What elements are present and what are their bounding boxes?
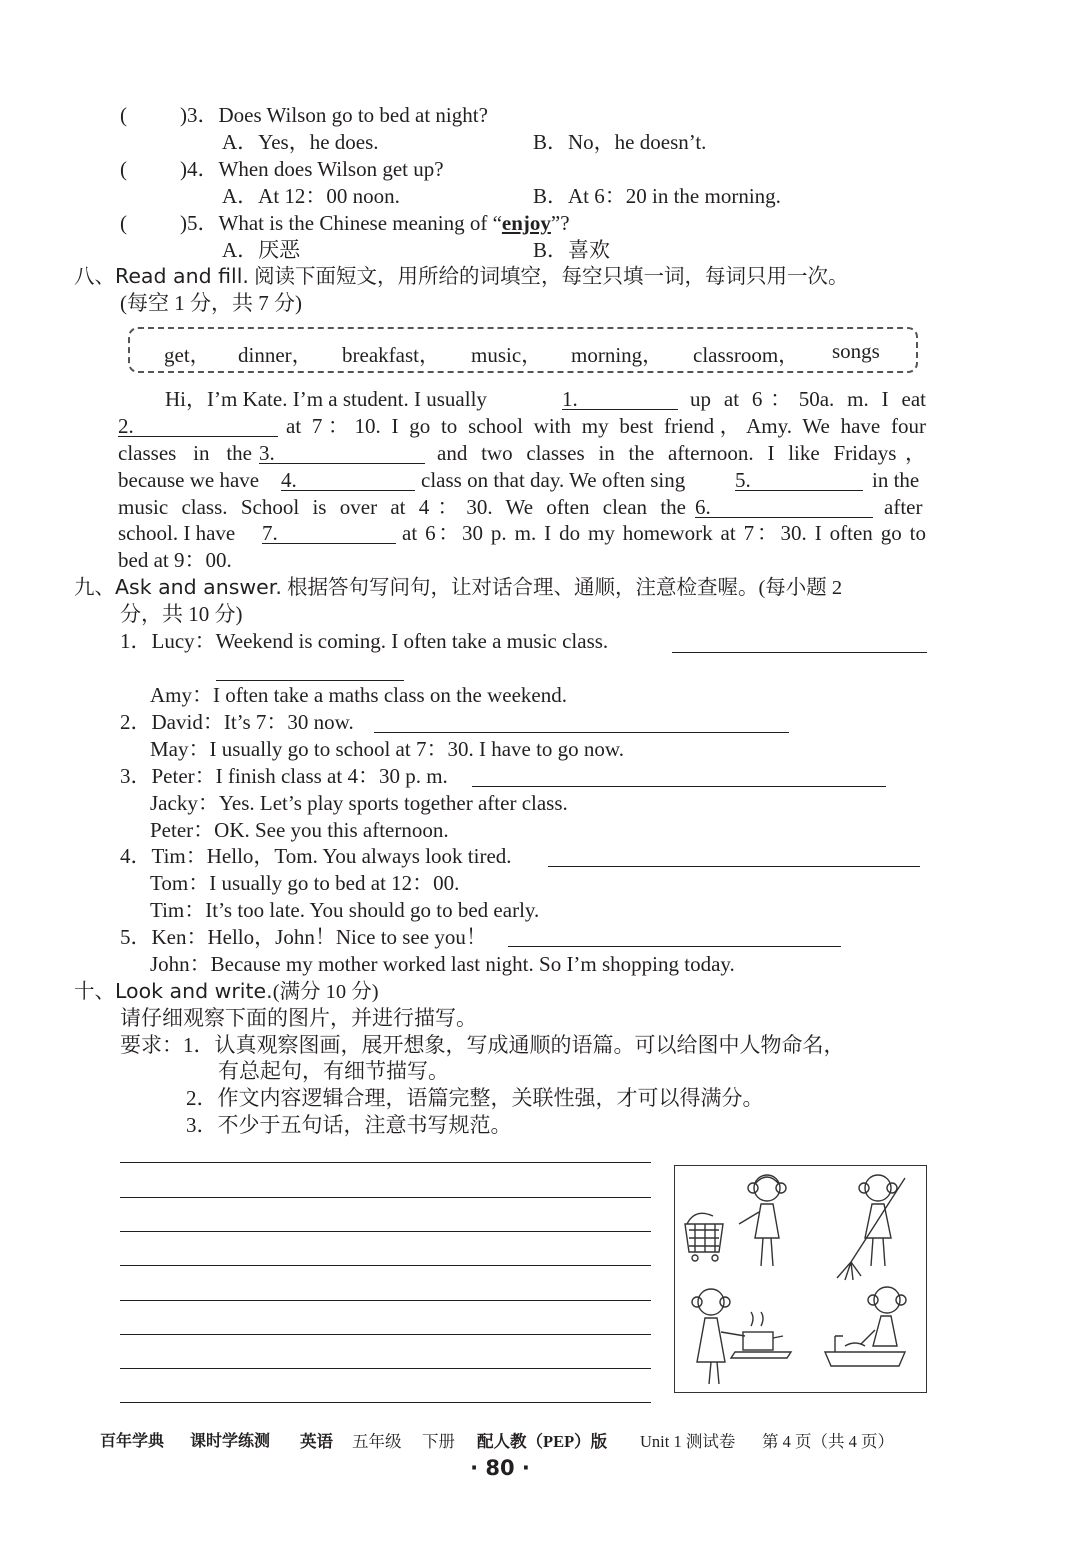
q4-option-a: A．At 12：00 noon. xyxy=(222,184,400,208)
dialog-4-tom: Tom：I usually go to bed at 12：00. xyxy=(150,871,460,895)
q5-option-b: B．喜欢 xyxy=(533,238,611,262)
passage-line6b: at 6：30 p. m. I do my homework at 7：30. I often go to xyxy=(402,521,926,545)
q3-option-b: B．No，he doesn’t. xyxy=(533,130,707,154)
q3-paren: ( xyxy=(120,103,127,127)
passage-line7: bed at 9：00. xyxy=(118,548,232,572)
passage-line6a: school. I have xyxy=(118,521,236,545)
writing-line[interactable] xyxy=(120,1162,651,1163)
section8-score: (每空 1 分，共 7 分) xyxy=(120,291,302,315)
word-bank xyxy=(128,327,918,373)
requirement-1: 要求：1．认真观察图画，展开想象，写成通顺的语篇。可以给图中人物命名， xyxy=(120,1033,845,1057)
q3-option-a: A．Yes，he does. xyxy=(222,130,379,154)
passage-line4c: in the xyxy=(872,468,920,492)
girl-sweeping-icon xyxy=(837,1175,905,1280)
blank-5-label: 5. xyxy=(735,468,751,492)
dialog-4-tim-reply: Tim：It’s too late. You should go to bed early. xyxy=(150,898,540,922)
q4-question: )4．When does Wilson get up? xyxy=(180,157,444,181)
requirement-3: 3．不少于五句话，注意书写规范。 xyxy=(186,1113,512,1137)
passage-line3a: classes in the xyxy=(118,441,252,465)
q4-paren: ( xyxy=(120,157,127,181)
illustration-box xyxy=(674,1165,927,1393)
writing-line[interactable] xyxy=(120,1231,651,1232)
q5-keyword: enjoy xyxy=(501,211,551,235)
writing-line[interactable] xyxy=(120,1265,651,1266)
word-bank-item: morning， xyxy=(571,343,664,367)
blank-2-label: 2. xyxy=(118,414,134,438)
section9-score: 分，共 10 分) xyxy=(120,602,243,626)
section10-heading: 十、Look and write.(满分 10 分) xyxy=(74,979,379,1003)
writing-line[interactable] xyxy=(120,1197,651,1198)
page-number: · 80 · xyxy=(470,1456,530,1480)
blank-5[interactable] xyxy=(735,490,863,491)
footer-subject: 英语 xyxy=(300,1432,333,1451)
word-bank-item: classroom， xyxy=(693,343,800,367)
blank-1[interactable] xyxy=(562,409,678,410)
answer-line-2[interactable] xyxy=(374,732,789,733)
word-bank-item: music， xyxy=(471,343,543,367)
dialog-3-peter: 3．Peter：I finish class at 4：30 p. m. xyxy=(120,764,448,788)
section10-instruction: 请仔细观察下面的图片，并进行描写。 xyxy=(120,1006,477,1030)
footer-brand: 百年学典 xyxy=(100,1431,165,1450)
q5-paren: ( xyxy=(120,211,127,235)
girl-activities-illustration xyxy=(675,1166,926,1392)
dialog-5-ken: 5．Ken：Hello，John！Nice to see you！ xyxy=(120,925,487,949)
dialog-1-amy: Amy：I often take a maths class on the weekend. xyxy=(150,683,567,707)
writing-line[interactable] xyxy=(120,1402,651,1403)
blank-2[interactable] xyxy=(118,436,278,437)
footer-page-info: 第 4 页（共 4 页） xyxy=(762,1432,894,1451)
passage-line5a: music class. School is over at 4：30. We often clean the xyxy=(118,495,686,519)
passage-line1b: up at 6：50a. m. I eat xyxy=(690,387,926,411)
dialog-5-john: John：Because my mother worked last night. So I’m shopping today. xyxy=(150,952,735,976)
q5-option-a: A．厌恶 xyxy=(222,238,301,262)
answer-line-4[interactable] xyxy=(548,866,920,867)
girl-cooking-icon xyxy=(692,1289,791,1384)
q4-option-b: B．At 6：20 in the morning. xyxy=(533,184,781,208)
dialog-4-tim: 4．Tim：Hello，Tom. You always look tired. xyxy=(120,844,512,868)
word-bank-item: songs xyxy=(832,339,880,363)
word-bank-item: breakfast， xyxy=(342,343,440,367)
blank-4[interactable] xyxy=(281,490,415,491)
writing-line[interactable] xyxy=(120,1368,651,1369)
dialog-1-lucy: 1．Lucy：Weekend is coming. I often take a music class. xyxy=(120,629,609,653)
section8-heading: 八、Read and fill. 阅读下面短文，用所给的词填空，每空只填一词，每词只用一次。 xyxy=(74,264,849,288)
answer-line-1b[interactable] xyxy=(216,680,404,681)
section9-heading: 九、Ask and answer. 根据答句写问句，让对话合理、通顺，注意检查喔。(每小题 2 xyxy=(74,575,843,599)
blank-1-label: 1. xyxy=(562,387,578,411)
footer-unit: Unit 1 测试卷 xyxy=(640,1432,736,1451)
requirement-2: 2．作文内容逻辑合理，语篇完整，关联性强，才可以得满分。 xyxy=(186,1086,764,1110)
word-bank-item: dinner， xyxy=(238,343,313,367)
passage-line2: at 7：10. I go to school with my best friend，Amy. We have four xyxy=(286,414,926,438)
blank-6-label: 6. xyxy=(695,495,711,519)
blank-4-label: 4. xyxy=(281,468,297,492)
footer-grade: 五年级 xyxy=(352,1432,402,1451)
answer-line-5[interactable] xyxy=(508,946,841,947)
q3-question: )3．Does Wilson go to bed at night? xyxy=(180,103,488,127)
writing-line[interactable] xyxy=(120,1300,651,1301)
girl-washing-icon xyxy=(825,1287,906,1366)
q5-question: )5．What is the Chinese meaning of “enjoy”? xyxy=(180,211,570,235)
passage-line4a: because we have xyxy=(118,468,260,492)
passage-line5b: after xyxy=(884,495,923,519)
blank-7[interactable] xyxy=(262,543,396,544)
dialog-3-peter-reply: Peter：OK. See you this afternoon. xyxy=(150,818,449,842)
blank-3-label: 3. xyxy=(259,441,275,465)
answer-line-3[interactable] xyxy=(472,786,886,787)
passage-line4b: class on that day. We often sing xyxy=(421,468,686,492)
footer-series: 课时学练测 xyxy=(190,1431,271,1450)
writing-line[interactable] xyxy=(120,1334,651,1335)
requirement-1-cont: 有总起句，有细节描写。 xyxy=(218,1059,449,1083)
girl-shopping-icon xyxy=(685,1175,786,1266)
passage-line3b: and two classes in the afternoon. I like Fridays， xyxy=(437,441,926,465)
dialog-3-jacky: Jacky：Yes. Let’s play sports together after class. xyxy=(150,791,568,815)
word-bank-item: get， xyxy=(164,343,211,367)
blank-3[interactable] xyxy=(259,463,425,464)
footer-edition: 配人教（PEP）版 xyxy=(477,1432,608,1451)
answer-line-1a[interactable] xyxy=(672,652,927,653)
dialog-2-david: 2．David：It’s 7：30 now. xyxy=(120,710,354,734)
dialog-2-may: May：I usually go to school at 7：30. I have to go now. xyxy=(150,737,624,761)
passage-line1a: Hi，I’m Kate. I’m a student. I usually xyxy=(165,387,487,411)
blank-6[interactable] xyxy=(695,517,873,518)
blank-7-label: 7. xyxy=(262,521,278,545)
footer-volume: 下册 xyxy=(422,1432,455,1451)
